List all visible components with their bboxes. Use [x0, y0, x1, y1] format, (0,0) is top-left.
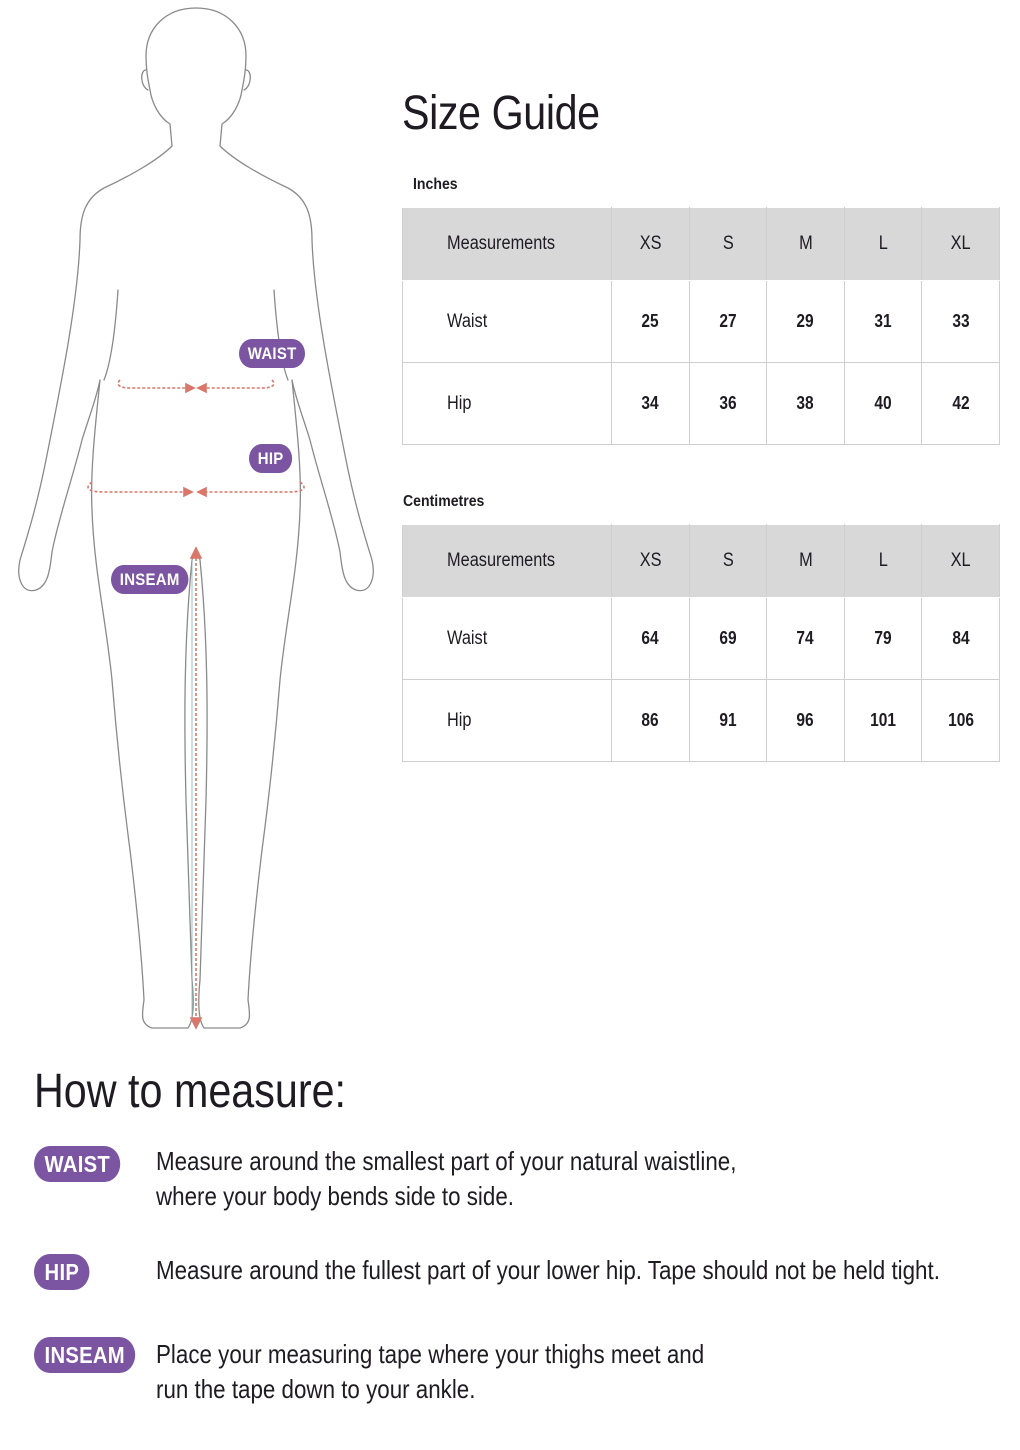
header-cell: Measurements: [403, 525, 612, 598]
table-cell: 27: [689, 281, 767, 363]
header-cell: XS: [612, 525, 690, 598]
row-name: Hip: [403, 363, 612, 445]
instruction-line: Measure around the fullest part of your lower hip. Tape should not be held tight.: [156, 1255, 940, 1285]
table-cell: 74: [767, 598, 845, 680]
inseam-badge: INSEAM: [111, 565, 188, 594]
row-name: Hip: [403, 680, 612, 762]
table-row: [403, 680, 1000, 762]
table-row: [403, 281, 1000, 363]
table-row: [403, 598, 1000, 680]
how-to-title: How to measure:: [34, 1065, 347, 1118]
instruction-line: where your body bends side to side.: [156, 1181, 514, 1211]
table-cell: 42: [922, 363, 1000, 445]
inseam-instruction-badge: INSEAM: [34, 1337, 135, 1373]
inches-label: Inches: [413, 176, 458, 193]
table-cell: 64: [612, 598, 690, 680]
hip-instruction: [156, 1253, 940, 1288]
table-cell: 29: [767, 281, 845, 363]
table-cell: 86: [612, 680, 690, 762]
table-header-row: [403, 525, 1000, 598]
table-cell: 33: [922, 281, 1000, 363]
table-cell: 79: [844, 598, 922, 680]
table-cell: 69: [689, 598, 767, 680]
page-title: Size Guide: [402, 87, 600, 140]
table-cell: 96: [767, 680, 845, 762]
header-cell: M: [767, 525, 845, 598]
body-figure: [0, 0, 390, 1040]
instruction-line: run the tape down to your ankle.: [156, 1374, 476, 1404]
table-cell: 36: [689, 363, 767, 445]
centimetres-table: [402, 524, 1000, 762]
header-cell: S: [689, 208, 767, 281]
header-cell: M: [767, 208, 845, 281]
header-cell: Measurements: [403, 208, 612, 281]
waist-instruction: [156, 1144, 736, 1214]
body-silhouette-icon: [0, 0, 390, 1040]
row-name: Waist: [403, 598, 612, 680]
table-cell: 84: [922, 598, 1000, 680]
instruction-line: Place your measuring tape where your thighs meet and: [156, 1339, 705, 1369]
header-cell: L: [844, 525, 922, 598]
table-cell: 25: [612, 281, 690, 363]
inseam-instruction: [156, 1337, 704, 1407]
instruction-line: Measure around the smallest part of your natural waistline,: [156, 1146, 737, 1176]
inches-table: [402, 207, 1000, 445]
waist-instruction-badge: WAIST: [34, 1146, 121, 1182]
header-cell: XL: [922, 525, 1000, 598]
hip-badge: HIP: [249, 444, 292, 473]
table-cell: 34: [612, 363, 690, 445]
table-cell: 106: [922, 680, 1000, 762]
header-cell: XS: [612, 208, 690, 281]
row-name: Waist: [403, 281, 612, 363]
header-cell: S: [689, 525, 767, 598]
waist-badge: WAIST: [239, 339, 305, 368]
header-cell: L: [844, 208, 922, 281]
table-cell: 40: [844, 363, 922, 445]
table-cell: 31: [844, 281, 922, 363]
table-header-row: [403, 208, 1000, 281]
table-cell: 91: [689, 680, 767, 762]
header-cell: XL: [922, 208, 1000, 281]
table-row: [403, 363, 1000, 445]
table-cell: 101: [844, 680, 922, 762]
table-cell: 38: [767, 363, 845, 445]
hip-instruction-badge: HIP: [34, 1254, 90, 1290]
centimetres-label: Centimetres: [403, 493, 485, 510]
